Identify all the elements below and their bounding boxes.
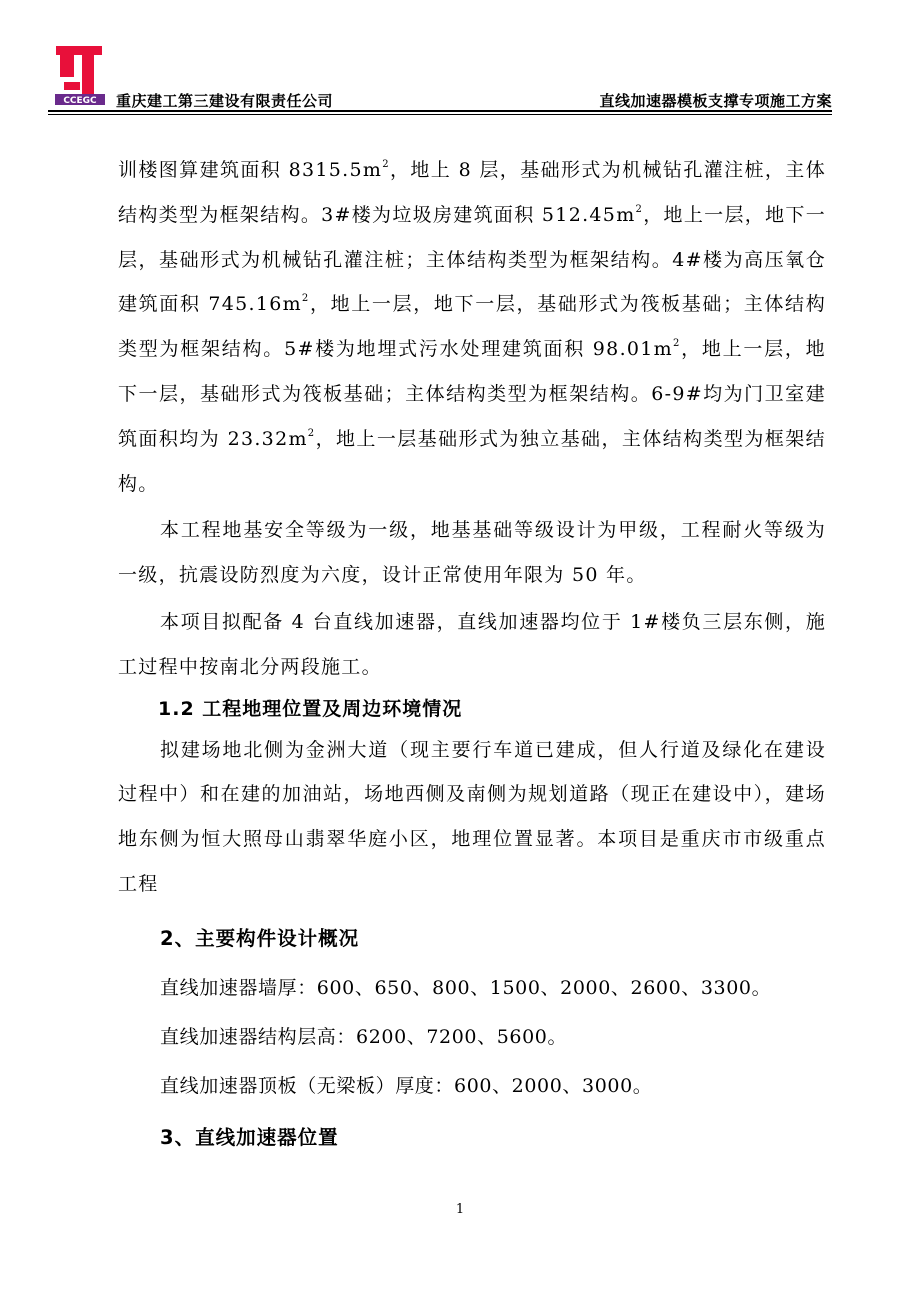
- header-rule-thin: [48, 114, 832, 115]
- paragraph-location: 拟建场地北侧为金洲大道（现主要行车道已建成，但人行道及绿化在建设过程中）和在建的加油站，场地西侧及南侧为规划道路（现正在建设中），建场地东侧为恒大照母山翡翠华庭小区，地理位置显著。本项目是重庆市市级重点工程: [118, 738, 826, 895]
- header-rule: [48, 110, 832, 112]
- line-wall-thickness: 直线加速器墙厚：600、650、800、1500、2000、2600、3300。: [160, 976, 772, 999]
- heading-position: 3、直线加速器位置: [160, 1125, 339, 1149]
- page-number: 1: [455, 1202, 465, 1217]
- heading-components: 2、主要构件设计概况: [160, 926, 360, 950]
- document-title: 直线加速器模板支撑专项施工方案: [599, 92, 832, 110]
- paragraph-safety-grade: 本工程地基安全等级为一级，地基基础等级设计为甲级，工程耐火等级为一级，抗震设防烈度为六度，设计正常使用年限为 50 年。: [118, 519, 826, 587]
- paragraph-building-summary: 训楼图算建筑面积 $8315.5m^2$，地上 8 层，基础形式为机械钻孔灌注桩，主体结构类型为框架结构。3#楼为垃圾房建筑面积 $512.45m^2$，地上一层，地下一层，基础形式为机械钻孔灌注桩；主体结构类型为框架结构。4#楼为高压氧仓建筑面积 $745.16m^2$，地上一层，地下一层，基础形式为筏板基础；主体结构类型为框架结构。5#楼为地埋式污水处理建筑面积 $98.01m^2$，地上一层，地下一层，基础形式为筏板基础；主体结构类型为框架结构。6-9#均为门卫室建筑面积均为 $23.32m^2$，地上一层基础形式为独立基础，主体结构类型为框架结构。: [118, 159, 827, 495]
- document-body: [118, 148, 826, 1150]
- paragraph-accelerators: 本项目拟配备 4 台直线加速器，直线加速器均位于 1#楼负三层东侧，施工过程中按南北分两段施工。: [118, 610, 826, 678]
- company-name: 重庆建工第三建设有限责任公司: [116, 92, 334, 110]
- company-logo: [54, 44, 106, 106]
- heading-location: 1.2 工程地理位置及周边环境情况: [158, 697, 463, 720]
- line-floor-height: 直线加速器结构层高：6200、7200、5600。: [160, 1025, 568, 1048]
- page-header: [48, 44, 832, 116]
- line-slab-thickness: 直线加速器顶板（无梁板）厚度：600、2000、3000。: [160, 1074, 653, 1097]
- logo-text: CCEGC: [63, 96, 97, 106]
